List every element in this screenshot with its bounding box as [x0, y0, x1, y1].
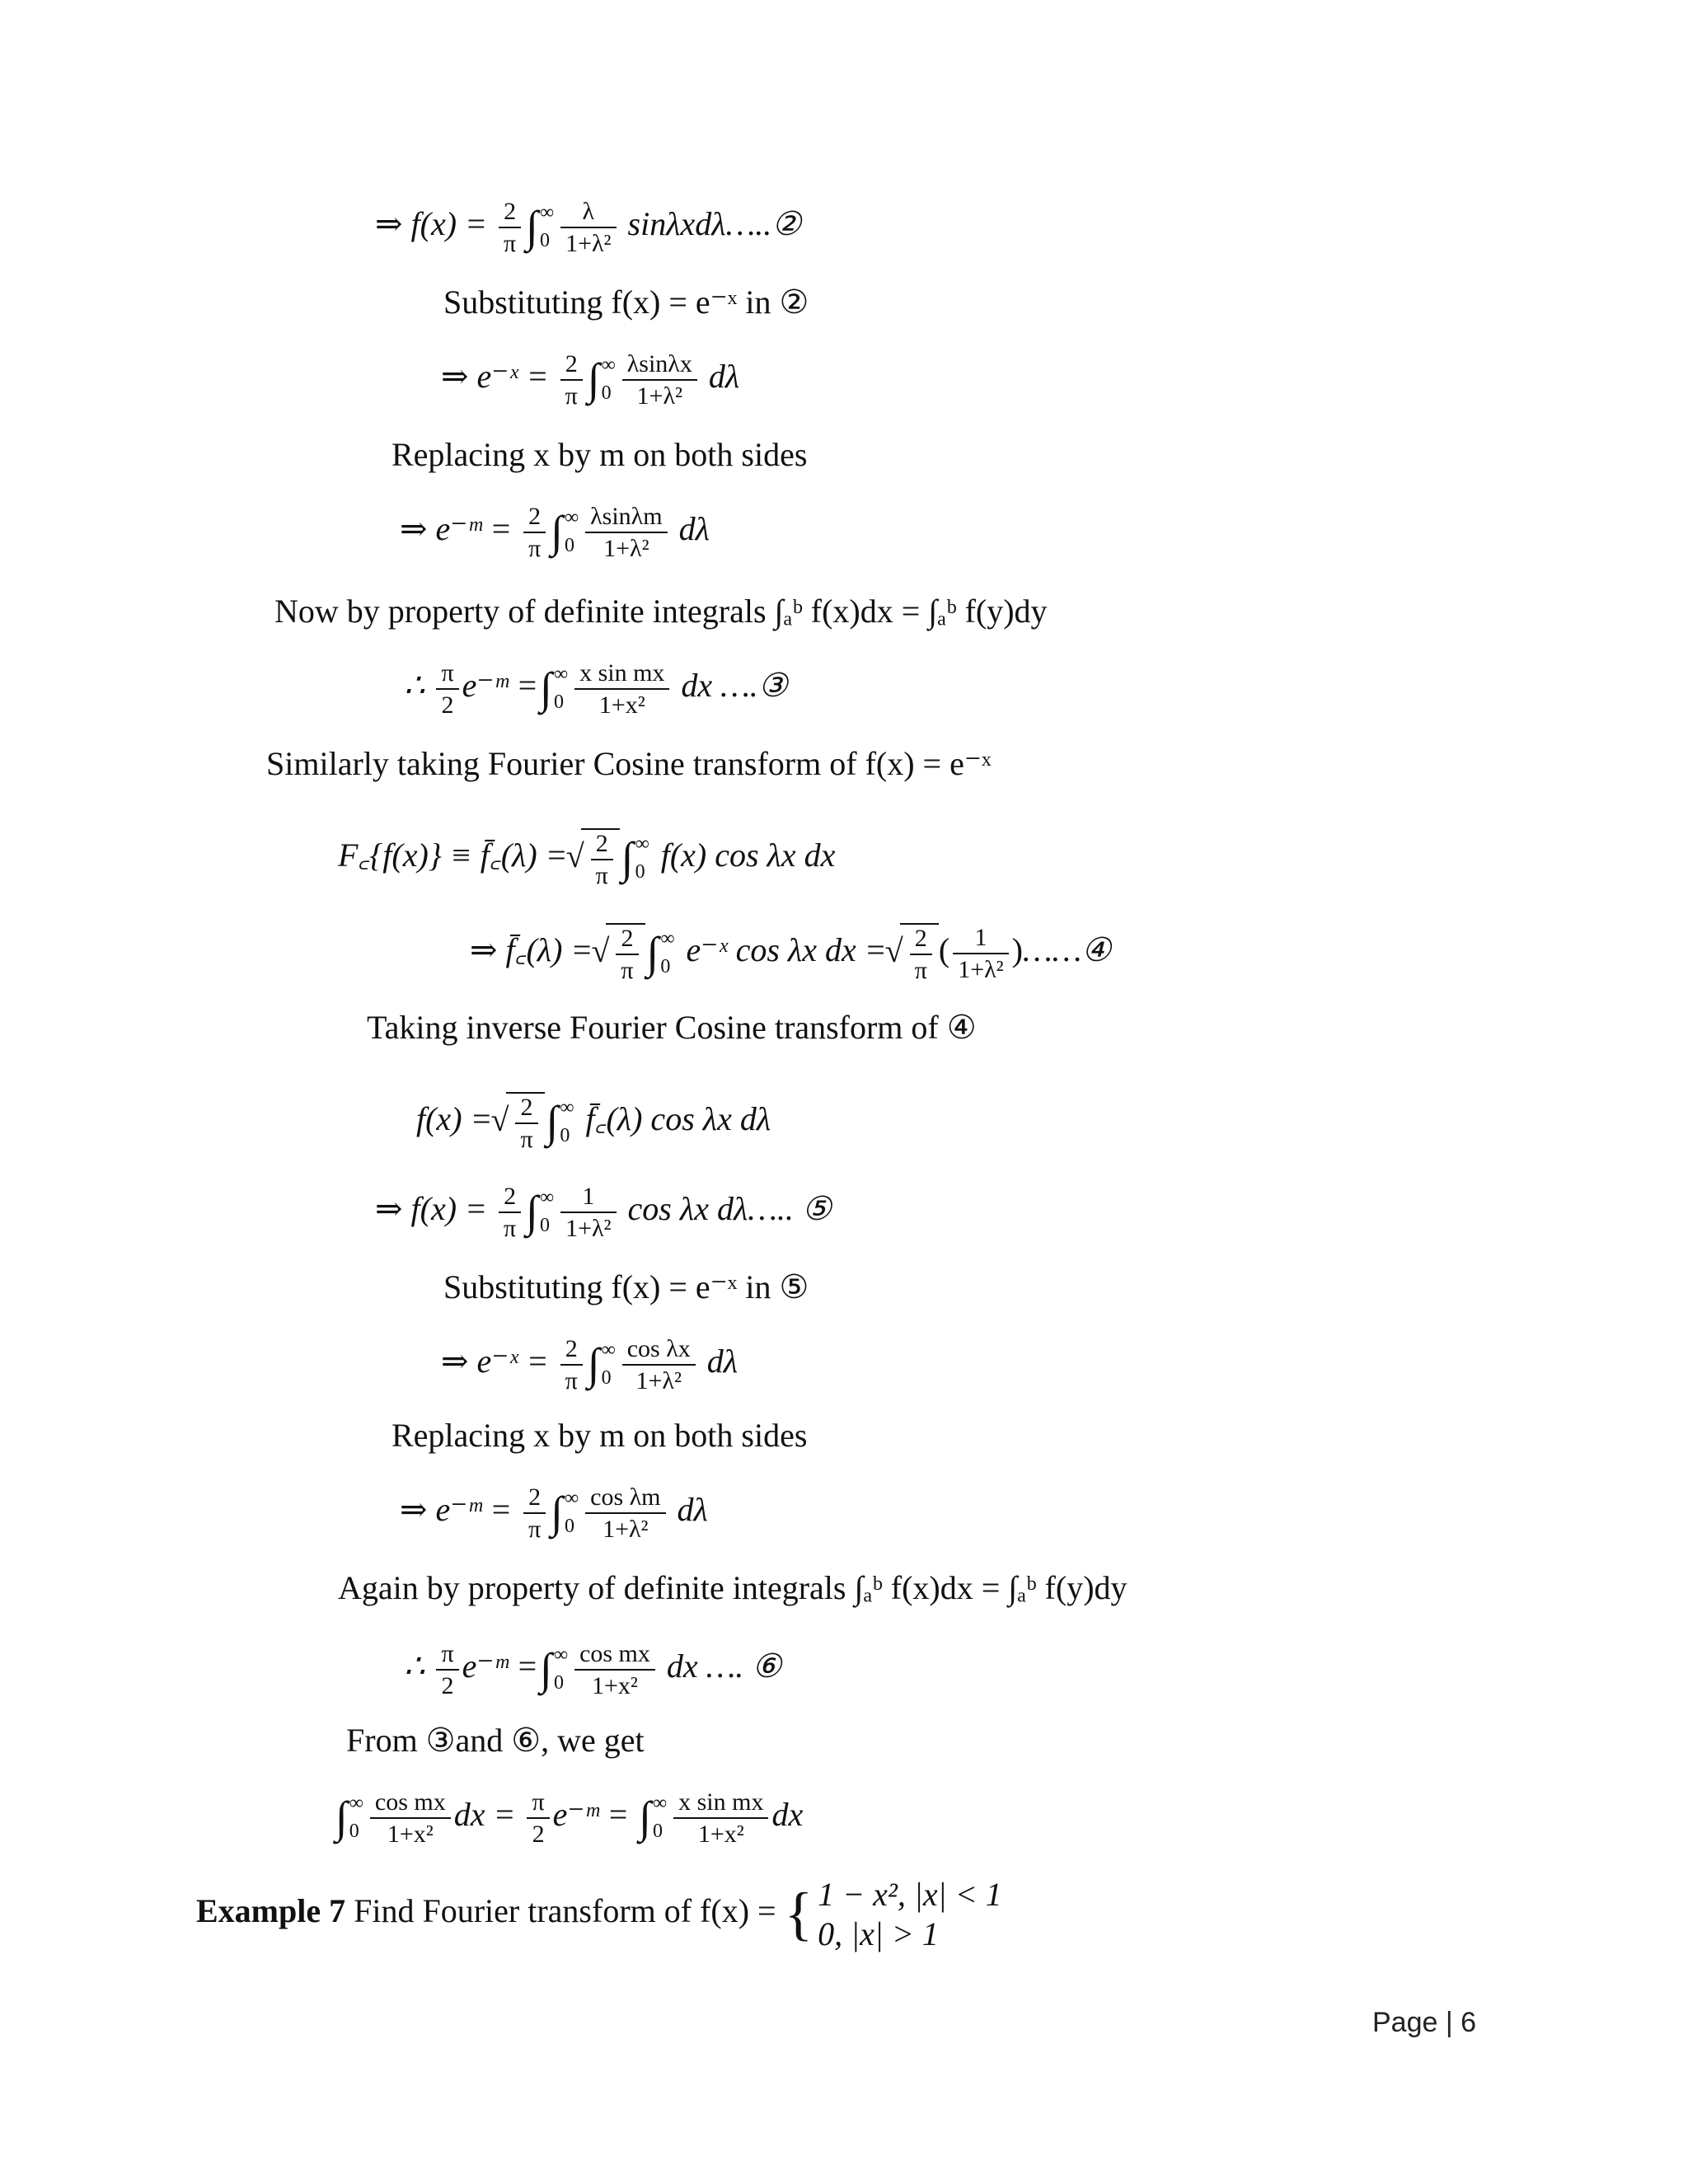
example-7-heading — [196, 1875, 1002, 1954]
lower-limit: 0 — [652, 1821, 663, 1842]
fraction-denominator: 2 — [532, 1821, 545, 1848]
fraction — [574, 1640, 655, 1699]
example-text: Find Fourier transform of f(x) = — [354, 1892, 776, 1930]
fraction-numerator: cos mx — [574, 1640, 655, 1671]
fraction-denominator: π — [914, 957, 927, 984]
fraction — [436, 1640, 458, 1699]
fraction-numerator: √ 2 — [616, 925, 638, 955]
eq-middle: e⁻ᵐ = — [462, 1647, 539, 1685]
fraction-denominator: 1+λ² — [565, 230, 612, 257]
equation-5 — [375, 1183, 832, 1242]
example-label: Example 7 — [196, 1892, 346, 1930]
equation-e-m-sine — [400, 503, 710, 562]
eq-lhs: ⇒ f(x) = — [375, 1190, 488, 1228]
fraction — [622, 1335, 696, 1394]
fraction-denominator: π — [520, 1126, 533, 1153]
integral-limits — [554, 1642, 568, 1697]
integral-sign: ∫ — [639, 1793, 651, 1843]
eq-rhs: dx ….③ — [681, 667, 788, 705]
square-root — [581, 828, 620, 889]
lower-limit: 0 — [553, 691, 564, 713]
fraction-denominator: 1+x² — [387, 1821, 434, 1848]
fraction-denominator: π — [504, 230, 517, 257]
lower-limit: 0 — [660, 956, 671, 977]
integral-sign: ∫ — [335, 1793, 348, 1843]
fraction — [585, 1483, 665, 1543]
text-substituting: Substituting f(x) = e⁻ˣ in ② — [443, 284, 809, 321]
fraction-numerator: 2 — [523, 503, 546, 533]
fraction — [527, 1788, 549, 1848]
fraction-denominator: π — [621, 957, 634, 984]
fraction — [585, 503, 667, 562]
integral-sign: ∫ — [526, 202, 538, 252]
fraction-denominator: 1+λ² — [603, 535, 649, 562]
text-taking-inverse: Taking inverse Fourier Cosine transform of ④ — [367, 1009, 977, 1046]
integral-sign: ∫ — [587, 354, 600, 405]
fraction — [953, 924, 1008, 983]
fraction-numerator: 2 — [560, 350, 583, 381]
fraction-numerator: π — [527, 1788, 549, 1819]
fraction-numerator: π — [436, 1640, 458, 1671]
fraction — [499, 1183, 521, 1242]
fraction — [560, 198, 616, 257]
integral-sign: ∫ — [540, 663, 552, 714]
integral-sign: ∫ — [546, 1097, 559, 1147]
left-brace: { — [784, 1881, 814, 1947]
eq-rhs: dλ — [708, 358, 740, 396]
integral-limits — [565, 1485, 579, 1540]
integral-limits — [602, 352, 616, 407]
fraction-numerator: π — [436, 659, 458, 690]
fraction-numerator: cos mx — [370, 1788, 451, 1819]
fraction-numerator: 2 — [499, 1183, 521, 1213]
lower-limit: 0 — [539, 230, 550, 251]
text-similarly: Similarly taking Fourier Cosine transform of f(x) = e⁻ˣ — [266, 745, 992, 782]
eq-middle: e⁻ᵐ = — [552, 1796, 630, 1834]
integral-limits — [554, 661, 568, 716]
square-root — [606, 923, 645, 984]
fraction-denominator: π — [595, 862, 608, 889]
fraction-denominator: 2 — [441, 1672, 454, 1699]
fraction-numerator: √ 2 — [515, 1094, 537, 1124]
lower-limit: 0 — [601, 1367, 612, 1389]
eq-lhs: ⇒ e⁻ˣ = — [441, 358, 549, 396]
lower-limit: 0 — [553, 1672, 564, 1694]
eq-rhs: dλ — [706, 1343, 738, 1380]
fraction-numerator: λsinλm — [585, 503, 667, 533]
upper-limit: ∞ — [553, 1644, 569, 1666]
fraction-denominator: 1+λ² — [565, 1215, 612, 1242]
integral-limits — [660, 926, 674, 981]
eq-middle: e⁻ᵐ = — [462, 667, 539, 705]
equation-3 — [404, 659, 788, 719]
fraction-numerator: 2 — [499, 198, 521, 228]
eq-rhs: ……④ — [1023, 931, 1111, 969]
integral-limits — [653, 1790, 667, 1845]
fraction-numerator: cos λm — [585, 1483, 665, 1514]
fraction-denominator: π — [565, 1367, 578, 1394]
square-root — [506, 1092, 545, 1153]
eq-rhs: dx …. ⑥ — [666, 1647, 782, 1685]
upper-limit: ∞ — [539, 202, 555, 224]
integral-sign: ∫ — [540, 1644, 552, 1694]
fraction — [574, 659, 669, 719]
lower-limit: 0 — [349, 1821, 359, 1842]
fraction — [515, 1094, 537, 1153]
page-number: Page | 6 — [1372, 2007, 1477, 2038]
fraction — [622, 350, 697, 410]
eq-lhs: ⇒ e⁻ᵐ = — [400, 510, 513, 548]
integral-limits — [602, 1337, 616, 1392]
upper-limit: ∞ — [601, 354, 616, 377]
fraction-numerator: λsinλx — [622, 350, 697, 381]
fraction-numerator: 2 — [560, 1335, 583, 1366]
eq-rhs: sinλxdλ…..② — [627, 205, 802, 243]
fraction — [436, 659, 458, 719]
piecewise-cases — [818, 1875, 1001, 1954]
fraction-denominator: 1+λ² — [635, 1367, 682, 1394]
eq-rhs: f̄꜀(λ) cos λx dλ — [585, 1100, 771, 1138]
fraction-denominator: 1+λ² — [958, 956, 1004, 983]
lower-limit: 0 — [601, 382, 612, 404]
fraction-denominator: π — [504, 1215, 517, 1242]
upper-limit: ∞ — [652, 1793, 668, 1815]
fraction-numerator: x sin mx — [673, 1788, 768, 1819]
text-property: Now by property of definite integrals ∫ₐᵇ f(x)dx = ∫ₐᵇ f(y)dy — [274, 593, 1048, 630]
integral-sign: ∫ — [587, 1339, 600, 1390]
equation-inverse-cosine — [416, 1092, 771, 1153]
fraction-denominator: 1+λ² — [636, 382, 683, 410]
fraction-numerator: cos λx — [622, 1335, 696, 1366]
integral-limits — [560, 1094, 574, 1150]
lower-limit: 0 — [565, 535, 575, 556]
square-root — [900, 923, 939, 984]
integral-limits — [349, 1790, 363, 1845]
fraction-denominator: 2 — [441, 691, 454, 719]
text-replacing-2: Replacing x by m on both sides — [392, 1417, 808, 1454]
equation-e-x-cosine — [441, 1335, 738, 1394]
eq-middle: e⁻ˣ cos λx dx = — [686, 931, 887, 969]
fraction — [499, 198, 521, 257]
fraction-denominator: π — [528, 535, 542, 562]
fraction — [523, 1483, 546, 1543]
lower-limit: 0 — [635, 861, 645, 883]
eq-rhs: dx — [771, 1796, 804, 1834]
equation-fourier-cosine — [338, 828, 835, 889]
upper-limit: ∞ — [349, 1793, 363, 1815]
eq-rhs: cos λx dλ….. ⑤ — [627, 1190, 832, 1228]
case-1: 1 − x², |x| < 1 — [818, 1876, 1002, 1913]
fraction-denominator: 1+x² — [592, 1672, 638, 1699]
upper-limit: ∞ — [539, 1187, 555, 1209]
integral-limits — [565, 504, 579, 560]
eq-lhs: F꜀{f(x)} ≡ f̄꜀(λ) = — [338, 837, 568, 874]
fraction — [560, 350, 583, 410]
upper-limit: ∞ — [635, 833, 649, 855]
text-replacing: Replacing x by m on both sides — [392, 436, 808, 473]
fraction — [616, 925, 638, 984]
fraction-denominator: π — [528, 1516, 542, 1543]
upper-limit: ∞ — [560, 1097, 574, 1119]
equation-4: ⇒ f̄꜀(λ) = √ $\frac{2}{\pi}$ ∫ ∞ 0 e⁻ˣ cos λx dx = √ $\frac{2}{\pi}$ ( $\frac{1}{\text{1+λ²}}$ )……④ — [470, 923, 1111, 984]
fraction-numerator: λ — [560, 198, 616, 228]
eq-rhs: dλ — [678, 510, 710, 548]
integral-limits — [540, 1184, 554, 1240]
fraction — [910, 925, 932, 984]
text-substituting-2: Substituting f(x) = e⁻ˣ in ⑤ — [443, 1268, 809, 1305]
fraction-numerator: √ 2 — [591, 830, 613, 860]
equation-final-result — [334, 1788, 803, 1848]
eq-middle: dx = — [453, 1796, 516, 1834]
eq-rhs: f(x) cos λx dx — [660, 837, 836, 874]
fraction-denominator: 1+x² — [598, 691, 645, 719]
fraction-numerator: 1 — [560, 1183, 616, 1213]
fraction-numerator: x sin mx — [574, 659, 669, 690]
upper-limit: ∞ — [565, 507, 579, 529]
equation-e-m-cosine — [400, 1483, 708, 1543]
eq-lhs: ⇒ f(x) = — [375, 205, 488, 243]
integral-sign: ∫ — [526, 1187, 538, 1237]
equation-e-x-sine — [441, 350, 739, 410]
eq-rhs: dλ — [677, 1491, 708, 1529]
integral-limits — [635, 831, 649, 886]
lower-limit: 0 — [565, 1516, 575, 1537]
fraction-numerator: 2 — [523, 1483, 546, 1514]
upper-limit: ∞ — [660, 928, 675, 950]
fraction — [560, 1183, 616, 1242]
text-from-3-and-6: From ③and ⑥, we get — [346, 1722, 645, 1759]
integral-sign: ∫ — [646, 928, 659, 978]
fraction — [370, 1788, 451, 1848]
fraction-denominator: 1+λ² — [603, 1516, 649, 1543]
eq-lhs: ⇒ e⁻ᵐ = — [400, 1491, 513, 1529]
eq-lhs: ⇒ f̄꜀(λ) = — [470, 931, 593, 969]
therefore-symbol: ∴ — [404, 667, 425, 705]
upper-limit: ∞ — [601, 1339, 616, 1361]
fraction — [673, 1788, 768, 1848]
integral-sign: ∫ — [551, 1488, 564, 1538]
therefore-symbol: ∴ — [404, 1647, 425, 1685]
lower-limit: 0 — [560, 1125, 570, 1146]
fraction-numerator: 1 — [953, 924, 1008, 954]
eq-lhs: f(x) = — [416, 1100, 493, 1138]
fraction-denominator: 1+x² — [697, 1821, 744, 1848]
equation-6 — [404, 1640, 781, 1699]
fraction-denominator: π — [565, 382, 578, 410]
fraction — [523, 503, 546, 562]
lower-limit: 0 — [539, 1215, 550, 1236]
integral-limits — [540, 199, 554, 255]
fraction — [560, 1335, 583, 1394]
integral-sign: ∫ — [551, 507, 564, 557]
fraction-numerator: √ 2 — [910, 925, 932, 955]
text-property-2: Again by property of definite integrals ∫ₐᵇ f(x)dx = ∫ₐᵇ f(y)dy — [338, 1569, 1128, 1606]
eq-lhs: ⇒ e⁻ˣ = — [441, 1343, 549, 1380]
fraction — [591, 830, 613, 889]
upper-limit: ∞ — [553, 663, 569, 686]
upper-limit: ∞ — [565, 1488, 579, 1510]
case-2: 0, |x| > 1 — [818, 1915, 939, 1952]
equation-2 — [375, 198, 801, 257]
integral-sign: ∫ — [621, 833, 634, 883]
